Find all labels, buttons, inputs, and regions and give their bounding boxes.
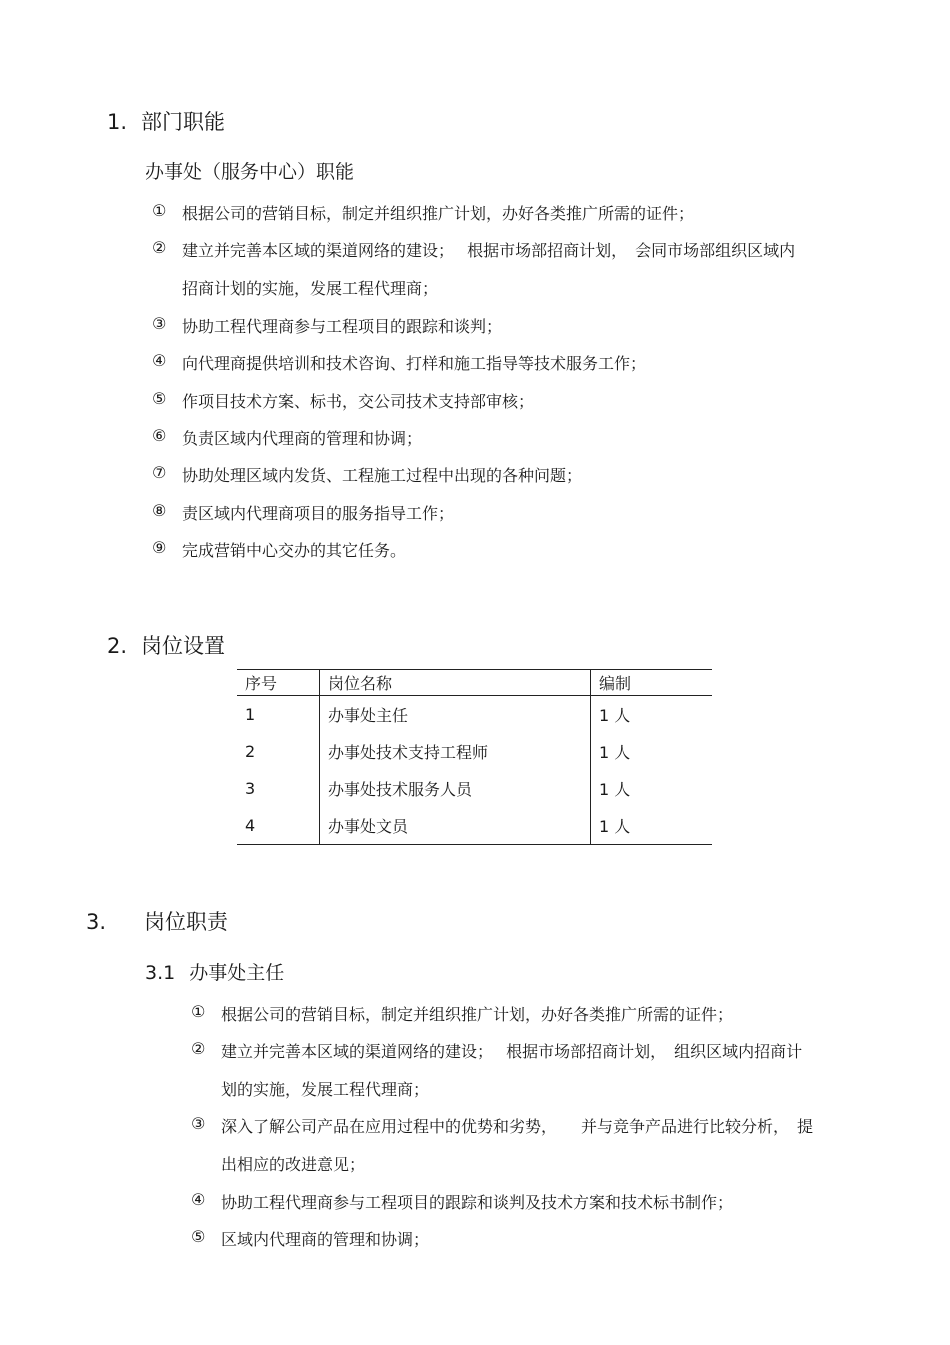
list-item-text: 向代理商提供培训和技术咨询、打样和施工指导等技术服务工作； [182,354,647,373]
list-item-marker: ① [191,1002,206,1021]
list-item-text: 协助处理区域内发货、工程施工过程中出现的各种问题； [182,466,583,485]
table-row [237,733,712,770]
list-item-marker: ② [152,238,167,257]
table-cell-quota: 1 人 [591,733,713,770]
table-row [237,696,712,734]
table-row [237,770,712,807]
list-item-text: 建立并完善本区域的渠道网络的建设； 根据市场部招商计划， 组织区域内招商计 [221,1042,803,1061]
list-item-text: 责区域内代理商项目的服务指导工作； [182,504,455,523]
section3-heading [86,906,228,936]
section2-number: 2. [107,634,128,658]
list-item-marker: ③ [191,1114,206,1133]
table-cell-seq: 3 [245,779,256,798]
list-item-text: 区域内代理商的管理和协调； [221,1230,430,1249]
list-item-marker: ① [152,201,167,220]
list-item-text: 划的实施，发展工程代理商； [221,1080,430,1099]
list-item-text: 根据公司的营销目标，制定并组织推广计划，办好各类推广所需的证件； [182,204,695,223]
list-item-marker: ⑧ [152,501,167,520]
table-header-row [237,670,712,696]
list-item-marker: ⑦ [152,463,167,482]
list-item-marker: ⑥ [152,426,167,445]
list-item-text: 深入了解公司产品在应用过程中的优势和劣势， 并与竞争产品进行比较分析， 提 [221,1117,814,1136]
section1-number: 1. [107,110,128,134]
section2-heading [107,630,225,660]
table-header-post: 岗位名称 [320,670,591,696]
table-cell-quota: 1 人 [591,770,713,807]
table-header-seq: 序号 [237,670,320,696]
list-item-marker: ⑤ [152,389,167,408]
section3-1-heading [145,958,284,985]
table-cell-quota: 1 人 [591,696,713,734]
table-cell-seq: 2 [245,742,256,761]
section1-heading [107,106,225,136]
list-item-marker: ④ [191,1190,206,1209]
list-item-marker: ③ [152,314,167,333]
list-item-text: 出相应的改进意见； [221,1155,366,1174]
section3-1-title: 办事处主任 [189,962,285,984]
list-item-text: 建立并完善本区域的渠道网络的建设； 根据市场部招商计划， 会同市场部组织区域内 [182,241,796,260]
section3-number: 3. [86,910,107,934]
table-cell-post: 办事处文员 [320,807,591,845]
section1-title: 部门职能 [141,110,226,134]
table-cell-post: 办事处主任 [320,696,591,734]
table-cell-post: 办事处技术支持工程师 [320,733,591,770]
list-item-text: 招商计划的实施，发展工程代理商； [182,279,439,298]
list-item-text: 负责区域内代理商的管理和协调； [182,429,423,448]
section2-title: 岗位设置 [141,634,226,658]
list-item-text: 协助工程代理商参与工程项目的跟踪和谈判； [182,317,503,336]
section3-1-number: 3.1 [145,962,176,984]
table-cell-post: 办事处技术服务人员 [320,770,591,807]
list-item-marker: ② [191,1039,206,1058]
table-row [237,807,712,845]
list-item-text: 根据公司的营销目标，制定并组织推广计划，办好各类推广所需的证件； [221,1005,734,1024]
list-item-marker: ⑨ [152,538,167,557]
section1-subtitle: 办事处（服务中心）职能 [145,161,355,183]
section3-title: 岗位职责 [144,910,229,934]
list-item-marker: ⑤ [191,1227,206,1246]
list-item-text: 作项目技术方案、标书，交公司技术支持部审核； [182,392,535,411]
list-item-text: 协助工程代理商参与工程项目的跟踪和谈判及技术方案和技术标书制作； [221,1193,734,1212]
table-header-quota: 编制 [591,670,713,696]
table-cell-seq: 4 [237,807,320,845]
list-item-text: 完成营销中心交办的其它任务。 [182,541,407,560]
list-item-marker: ④ [152,351,167,370]
table-cell-seq: 1 [245,705,256,724]
table-cell-quota: 1 人 [591,807,713,845]
post-table [237,669,712,845]
